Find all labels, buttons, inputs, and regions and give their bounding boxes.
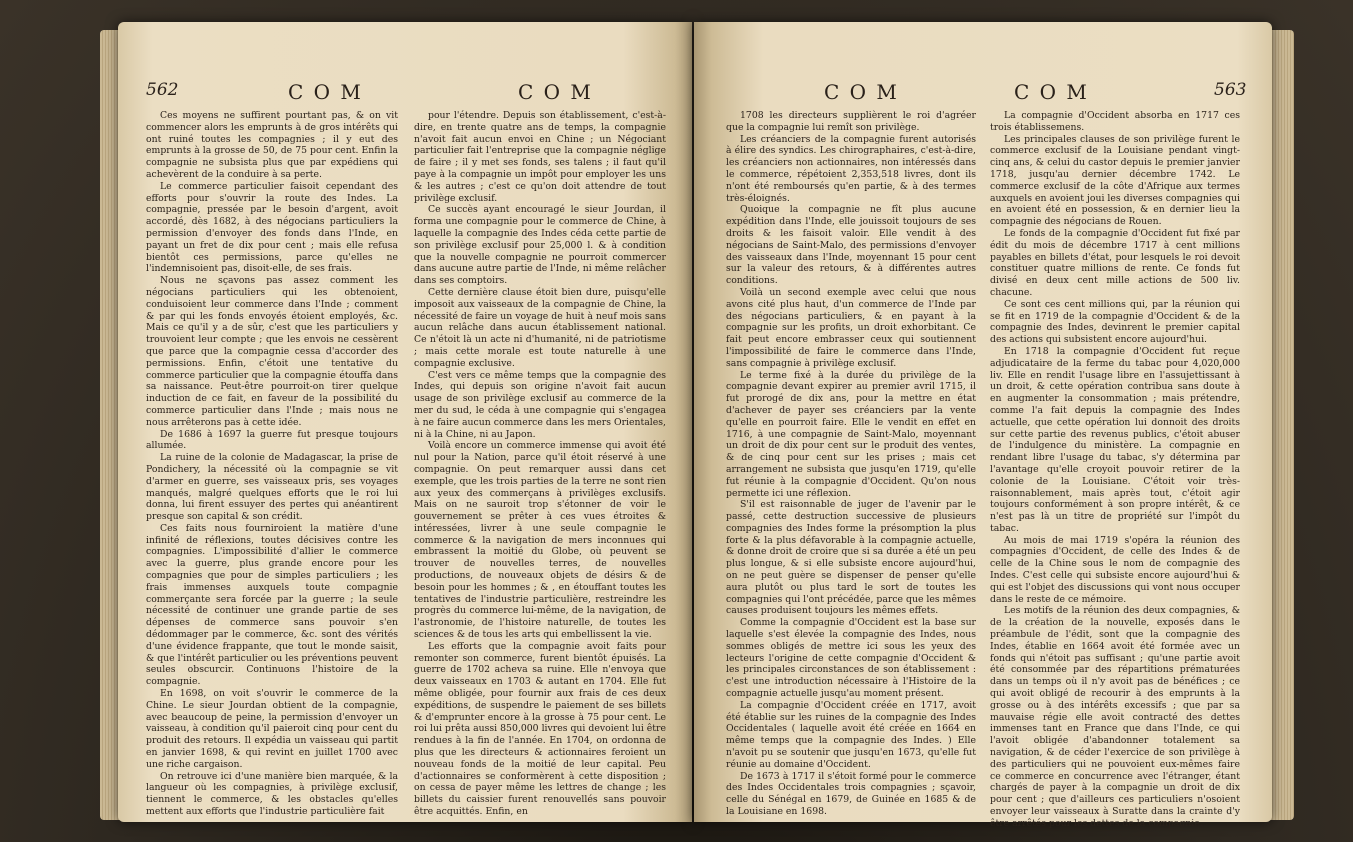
paragraph: Les créanciers de la compagnie furent autorisés à élire des syndics. Les chirographaires, c'est-à-dire, les créanciers non actionnaires, non intéressés dans le commerce, répétoient 2,353,518 livres, dont ils n'ont été remboursés qu'en partie, & à des termes très-éloignés. — [726, 133, 976, 204]
paragraph: C'est vers ce même temps que la compagnie des Indes, qui depuis son origine n'avoit fait aucun usage de son privilège exclusif au commerce de la mer du sud, le céda à une compagnie qui s'engagea à ne faire aucun commerce dans les mers Orientales, ni à la Chine, ni au Japon. — [414, 369, 666, 440]
paragraph: La ruine de la colonie de Madagascar, la prise de Pondichery, la nécessité où la compagnie se vit d'armer en guerre, ses vaisseaux pris, ses voyages manqués, malgré quelques efforts que le roi lui donna, lui firent essuyer des pertes qui anéantirent presque son capital & son crédit. — [146, 452, 398, 523]
paragraph: La compagnie d'Occident absorba en 1717 ces trois établissemens. — [990, 110, 1240, 133]
right-running-head-2: C O M — [1014, 80, 1089, 104]
right-page-column-2 — [990, 110, 1240, 829]
paragraph: Le terme fixé à la durée du privilège de la compagnie devant expirer au premier avril 1715, il fut prorogé de dix ans, pour la mettre en état d'achever de payer ses créanciers par la vente qu'elle en pourroit faire. Elle le vendit en effet en 1716, à une compagnie de Saint-Malo, moyennant un droit de dix pour cent sur le produit des ventes, & de cinq pour cent sur les prises ; mais cet arrangement ne subsista que jusqu'en 1719, qu'elle fut réunie à la compagnie d'Occident. Qu'on nous permette ici une réflexion. — [726, 369, 976, 499]
paragraph: Quoique la compagnie ne fît plus aucune expédition dans l'Inde, elle jouissoit toujours de ses droits & les faisoit valoir. Elle vendit à des négocians de Saint-Malo, des permissions d'envoyer des vaisseaux dans l'Inde, moyennant 15 pour cent sur la valeur des retours, & à différentes autres conditions. — [726, 204, 976, 287]
left-page-number: 562 — [146, 80, 179, 100]
left-page-column-2 — [414, 110, 666, 818]
paragraph: Nous ne sçavons pas assez comment les négocians particuliers qui les obtenoient, conduisoient leur commerce dans l'Inde ; comment & par qui les fonds envoyés étoient employés, &c. Mais ce qu'il y a de sûr, c'est que les particuliers y trouvoient leur compte ; que les envois ne cessèrent que parce que la compagnie cessa d'accorder des permissions. Enfin, c'étoit une tentative du commerce particulier que la compagnie étouffa dans sa naissance. Peut-être pourroit-on tirer quelque induction de ce fait, en faveur de la possibilité du commerce particulier dans l'Inde ; mais nous ne nous arrêterons pas à cette idée. — [146, 275, 398, 428]
paragraph: En 1718 la compagnie d'Occident fut reçue adjudicataire de la ferme du tabac pour 4,020,000 liv. Elle en rendit l'usage libre en l'assujettissant à un droit, & cette opération contribua sans doute à en augmenter la consommation ; mais prétendre, comme l'a fait depuis la compagnie des Indes actuelle, que cette opération lui donnoit des droits sur cette partie des revenus publics, c'étoit abuser de l'indulgence du ministère. La compagnie en rendant libre l'usage du tabac, s'y détermina par l'avantage qu'elle croyoit pouvoir retirer de la colonie de la Louisiane. C'étoit voir très-raisonnablement, mais après tout, c'étoit agir toujours conformément à son propre intérêt, & ce n'est pas là un titre de propriété sur l'impôt du tabac. — [990, 345, 1240, 534]
paragraph: S'il est raisonnable de juger de l'avenir par le passé, cette destruction successive de plusieurs compagnies des Indes forme la présomption la plus forte & la plus défavorable à la compagnie actuelle, & donne droit de croire que si sa durée a été un peu plus longue, & si elle subsiste encore aujourd'hui, on ne peut guère se dispenser de penser qu'elle aura plutôt ou plus tard le sort de toutes les compagnies qui l'ont précédée, parce que les mêmes causes produisent toujours les mêmes effets. — [726, 499, 977, 617]
paragraph: Le fonds de la compagnie d'Occident fut fixé par édit du mois de décembre 1717 à cent millions payables en billets d'état, pour lesquels le roi devoit constituer quatre millions de rente. Ce fonds fut divisé en deux cent mille actions de 500 liv. chacune. — [990, 227, 1240, 298]
right-page-column-1 — [726, 110, 977, 818]
paragraph: pour l'étendre. Depuis son établissement, c'est-à-dire, en trente quatre ans de temps, la compagnie n'avoit fait aucun envoi en Chine ; un Négociant particulier fait l'entreprise que la compagnie néglige de faire ; il y met ses fonds, ses talens ; il faut qu'il paye à la compagnie un impôt pour employer les uns & les autres ; c'est ce qu'on doit attendre de tout privilège exclusif. — [414, 110, 666, 204]
paragraph: Les principales clauses de son privilège furent le commerce exclusif de la Louisiane pendant vingt-cinq ans, & celui du castor depuis le premier janvier 1718, jusqu'au dernier décembre 1742. Le commerce exclusif de la côte d'Afrique aux termes auxquels en avoient joui les diverses compagnies qui en avoient été en possession, & en dernier lieu la compagnie des négocians de Rouen. — [990, 133, 1240, 228]
paragraph: Le commerce particulier faisoit cependant des efforts pour s'ouvrir la route des Indes. La compagnie, pressée par le besoin d'argent, avoit accordé, dès 1682, à des négocians particuliers la permission d'envoyer des fonds dans l'Inde, en payant un fret de dix pour cent ; mais elle refusa bientôt ces permissions, parce qu'elles ne l'indemnisoient pas, disoit-elle, de ses frais. — [146, 180, 398, 275]
left-running-head-2: C O M — [518, 80, 593, 104]
paragraph: La compagnie d'Occident créée en 1717, avoit été établie sur les ruines de la compagnie des Indes Occidentales ( laquelle avoit été créée en 1664 en même temps que la compagnie des Indes. ) Elle n'avoit pu se soutenir que jusqu'en 1673, qu'elle fut réunie au domaine d'Occident. — [726, 699, 976, 770]
right-page-number: 563 — [1214, 80, 1247, 100]
paragraph: En 1698, on voit s'ouvrir le commerce de la Chine. Le sieur Jourdan obtient de la compagnie, avec beaucoup de peine, la permission d'envoyer un vaisseau, à condition qu'il paieroit cinq pour cent du produit des retours. Il expédia un vaisseau qui partit en janvier 1698, & qui revint en juillet 1700 avec une riche cargaison. — [146, 688, 398, 770]
right-page-edges — [1270, 30, 1294, 820]
paragraph: Ce sont ces cent millions qui, par la réunion qui se fit en 1719 de la compagnie d'Occident & de la compagnie des Indes, devinrent le premier capital des actions qui subsistent encore aujourd'hui. — [990, 298, 1240, 346]
paragraph: Voilà encore un commerce immense qui avoit été nul pour la Nation, parce qu'il étoit réservé à une compagnie. On peut remarquer aussi dans cet exemple, que les trois parties de la terre ne sont rien aux yeux des commerçans à privilèges exclusifs. Mais on ne sauroit trop s'étonner de voir le gouvernement se prêter à ces vues étroites & intéressées, livrer à une seule compagnie le commerce & la navigation de mers inconnues qui embrassent la moitié du Globe, où peuvent se trouver de nouvelles terres, de nouvelles productions, de nouveaux objets de désirs & de besoin pour les hommes ; & , en étouffant toutes les tentatives de l'industrie particulière, restreindre les progrès du commerce lui-même, de la navigation, de l'astronomie, de l'histoire naturelle, de toutes les sciences & de tous les arts qui embellissent la vie. — [414, 440, 666, 641]
left-page-edges — [100, 30, 120, 820]
paragraph: De 1673 à 1717 il s'étoit formé pour le commerce des Indes Occidentales trois compagnies ; sçavoir, celle du Sénégal en 1679, de Guinée en 1685 & de la Louisiane en 1698. — [726, 770, 976, 818]
paragraph: Voilà un second exemple avec celui que nous avons cité plus haut, d'un commerce de l'Inde par des négocians particuliers, & en payant à la compagnie sur les profits, un droit exhorbitant. Ce fait peut encore embrasser ceux qui soutiennent l'impossibilité de faire le commerce dans l'Inde, sans compagnie à privilège exclusif. — [726, 286, 976, 369]
paragraph: Les efforts que la compagnie avoit faits pour remonter son commerce, furent bientôt épuisés. La guerre de 1702 acheva sa ruine. Elle n'envoya que deux vaisseaux en 1703 & autant en 1704. Elle fut même obligée, pour fournir aux frais de ces deux expéditions, de suspendre le paiement de ses billets & d'emprunter encore à la grosse à 75 pour cent. Le roi lui prêta aussi 850,000 livres qui devoient lui être rendues à la fin de l'année. En 1704, on ordonna de plus que les directeurs & actionnaires feroient un nouveau fonds de la moitié de leur capital. Peu d'actionnaires se conformèrent à cette disposition ; on cessa de payer même les lettres de change ; les billets du caissier furent renouvellés sans pouvoir être acquittés. Enfin, en — [414, 640, 666, 818]
paragraph: Comme la compagnie d'Occident est la base sur laquelle s'est élevée la compagnie des Indes, nous sommes obligés de mettre ici sous les yeux des lecteurs l'origine de cette compagnie d'Occident & les principales circonstances de son établissement : c'est une introduction nécessaire à l'Histoire de la compagnie actuelle jusqu'au moment présent. — [726, 617, 976, 700]
left-running-head-1: C O M — [288, 80, 363, 104]
right-page — [694, 22, 1272, 829]
paragraph: Ces faits nous fourniroient la matière d'une infinité de réflexions, toutes décisives contre les compagnies. L'impossibilité d'allier le commerce avec la guerre, plus grande encore pour les compagnies que pour de simples particuliers ; les frais immenses auxquels toute compagnie commerçante sera forcée par la guerre ; la seule nécessité de continuer une grande partie de ses dépenses de commerce sans pouvoir s'en dédommager par le commerce, &c. sont des vérités d'une évidence frappante, que tout le monde saisit, & que l'intérêt particulier ou les préventions peuvent seules obscurcir. Continuons l'histoire de la compagnie. — [146, 522, 399, 688]
paragraph: 1708 les directeurs supplièrent le roi d'agréer que la compagnie lui remît son privilège. — [726, 110, 976, 133]
paragraph: Cette dernière clause étoit bien dure, puisqu'elle imposoit aux vaisseaux de la compagnie de Chine, la nécessité de faire un voyage de huit à neuf mois sans aucun relâche dans aucun établissement national. Ce n'étoit là un acte ni d'humanité, ni de patriotisme ; mais cette morale est toute naturelle à une compagnie exclusive. — [414, 286, 666, 369]
left-page-column-1 — [146, 110, 399, 818]
paragraph: On retrouve ici d'une manière bien marquée, & la langueur où les compagnies, à privilège exclusif, tiennent le commerce, & les obstacles qu'elles mettent aux efforts que l'industrie particulière fait — [146, 770, 398, 818]
left-page — [118, 22, 692, 822]
paragraph: Les motifs de la réunion des deux compagnies, & de la création de la nouvelle, exposés dans le préambule de l'édit, sont que la compagnie des Indes, établie en 1664 avoit été formée avec un fonds qui n'étoit pas suffisant ; qu'une partie avoit été consommée par des répartitions prématurées dans un temps où il n'y avoit pas de bénéfices ; ce qui avoit obligé de recourir à des emprunts à la grosse ou à des intérêts excessifs ; que par sa mauvaise régie elle avoit contracté des dettes immenses tant en France que dans l'Inde, ce qui l'avoit obligée d'abandonner totalement sa navigation, & de céder l'exercice de son privilège à des particuliers qui ne pouvoient eux-mêmes faire ce commerce en concurrence avec l'étranger, étant chargés de payer à la compagnie un droit de dix pour cent ; que d'ailleurs ces particuliers n'osoient envoyer leur vaisseaux à Suratte dans la crainte d'y être arrêtés pour les dettes de la compagnie. — [990, 605, 1240, 829]
paragraph: De 1686 à 1697 la guerre fut presque toujours allumée. — [146, 428, 398, 452]
paragraph: Au mois de mai 1719 s'opéra la réunion des compagnies d'Occident, de celle des Indes & de celle de la Chine sous le nom de compagnie des Indes. C'est celle qui subsiste encore aujourd'hui & qui est l'objet des discussions qui vont nous occuper dans le reste de ce mémoire. — [990, 534, 1240, 605]
paragraph: Ce succès ayant encouragé le sieur Jourdan, il forma une compagnie pour le commerce de Chine, à laquelle la compagnie des Indes céda cette partie de son privilège exclusif pour 25,000 l. & à condition que la nouvelle compagnie ne pourroit commercer dans aucune autre partie de l'Inde, ni même relâcher dans ses comptoirs. — [414, 204, 666, 287]
right-running-head-1: C O M — [824, 80, 899, 104]
paragraph: Ces moyens ne suffirent pourtant pas, & on vit commencer alors les emprunts à de gros intérêts qui ont ruiné toutes les compagnies ; il y eut des emprunts à la grosse de 50, de 75 pour cent. Enfin la compagnie ne subsista plus que par expédiens qui achevèrent de la conduire à sa perte. — [146, 110, 398, 180]
